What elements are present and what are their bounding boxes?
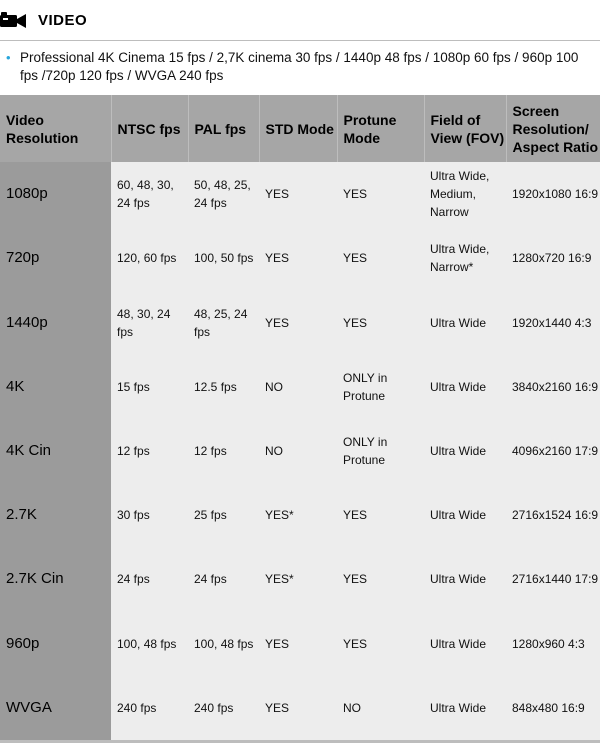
table-cell: Ultra Wide — [424, 355, 506, 419]
table-cell: 24 fps — [111, 547, 188, 611]
table-cell: Ultra Wide — [424, 547, 506, 611]
table-cell: ONLY in Protune — [337, 419, 424, 483]
table-cell: 60, 48, 30, 24 fps — [111, 162, 188, 226]
fps-note — [0, 47, 600, 95]
column-header: Video Resolution — [0, 95, 111, 162]
table-cell: 1920x1080 16:9 — [506, 162, 600, 226]
table-cell: Ultra Wide — [424, 419, 506, 483]
table-cell: NO — [259, 419, 337, 483]
table-cell: 120, 60 fps — [111, 226, 188, 290]
table-cell: YES — [259, 226, 337, 290]
table-cell: 48, 30, 24 fps — [111, 290, 188, 354]
table-cell: 240 fps — [111, 676, 188, 740]
table-cell: 100, 48 fps — [188, 612, 259, 676]
table-cell: 100, 50 fps — [188, 226, 259, 290]
table-cell: YES — [259, 676, 337, 740]
table-cell: 3840x2160 16:9 — [506, 355, 600, 419]
section-title: VIDEO — [38, 12, 88, 29]
table-cell: YES — [259, 290, 337, 354]
table-row — [0, 419, 600, 483]
resolution-cell: 1080p — [0, 162, 111, 226]
table-cell: Ultra Wide — [424, 290, 506, 354]
bullet-point: • — [6, 50, 11, 65]
column-header: Protune Mode — [337, 95, 424, 162]
table-cell: 15 fps — [111, 355, 188, 419]
table-cell: YES — [259, 612, 337, 676]
table-cell: 848x480 16:9 — [506, 676, 600, 740]
table-cell: 1920x1440 4:3 — [506, 290, 600, 354]
table-row — [0, 483, 600, 547]
column-header: Screen Resolution/ Aspect Ratio — [506, 95, 600, 162]
table-cell: 12 fps — [188, 419, 259, 483]
video-camera-icon — [0, 12, 26, 30]
table-row — [0, 226, 600, 290]
video-specs-table — [0, 95, 600, 740]
resolution-cell: 720p — [0, 226, 111, 290]
section-header — [0, 0, 600, 41]
table-cell: YES — [337, 612, 424, 676]
table-row — [0, 676, 600, 740]
table-cell: Ultra Wide — [424, 612, 506, 676]
table-row — [0, 355, 600, 419]
table-cell: 2716x1524 16:9 — [506, 483, 600, 547]
table-cell: 25 fps — [188, 483, 259, 547]
table-cell: 48, 25, 24 fps — [188, 290, 259, 354]
table-row — [0, 547, 600, 611]
table-cell: NO — [259, 355, 337, 419]
resolution-cell: 960p — [0, 612, 111, 676]
table-cell: 50, 48, 25, 24 fps — [188, 162, 259, 226]
column-header: Field of View (FOV) — [424, 95, 506, 162]
table-cell: YES — [337, 290, 424, 354]
table-cell: 1280x720 16:9 — [506, 226, 600, 290]
resolution-cell: WVGA — [0, 676, 111, 740]
table-cell: Ultra Wide — [424, 483, 506, 547]
table-cell: 1280x960 4:3 — [506, 612, 600, 676]
table-row — [0, 162, 600, 226]
table-cell: 30 fps — [111, 483, 188, 547]
table-cell: 24 fps — [188, 547, 259, 611]
resolution-cell: 1440p — [0, 290, 111, 354]
resolution-cell: 4K — [0, 355, 111, 419]
table-row — [0, 290, 600, 354]
resolution-cell: 2.7K Cin — [0, 547, 111, 611]
table-cell: YES — [259, 162, 337, 226]
column-header: PAL fps — [188, 95, 259, 162]
resolution-cell: 2.7K — [0, 483, 111, 547]
table-cell: 100, 48 fps — [111, 612, 188, 676]
resolution-cell: 4K Cin — [0, 419, 111, 483]
table-cell: YES — [337, 483, 424, 547]
table-cell: YES — [337, 162, 424, 226]
table-cell: 2716x1440 17:9 — [506, 547, 600, 611]
table-cell: 4096x2160 17:9 — [506, 419, 600, 483]
column-header: NTSC fps — [111, 95, 188, 162]
table-cell: 12.5 fps — [188, 355, 259, 419]
table-cell: YES — [337, 547, 424, 611]
table-cell: YES* — [259, 547, 337, 611]
table-cell: Ultra Wide, Narrow* — [424, 226, 506, 290]
table-cell: Ultra Wide, Medium, Narrow — [424, 162, 506, 226]
table-cell: 12 fps — [111, 419, 188, 483]
table-cell: NO — [337, 676, 424, 740]
column-header: STD Mode — [259, 95, 337, 162]
table-cell: 240 fps — [188, 676, 259, 740]
table-header-row — [0, 95, 600, 162]
table-row — [0, 612, 600, 676]
table-cell: ONLY in Protune — [337, 355, 424, 419]
fps-note-text: Professional 4K Cinema 15 fps / 2,7K cinema 30 fps / 1440p 48 fps / 1080p 60 fps / 960p 100 fps /720p 120 fps / WVGA 240 fps — [20, 50, 579, 83]
table-cell: YES* — [259, 483, 337, 547]
table-cell: Ultra Wide — [424, 676, 506, 740]
table-cell: YES — [337, 226, 424, 290]
